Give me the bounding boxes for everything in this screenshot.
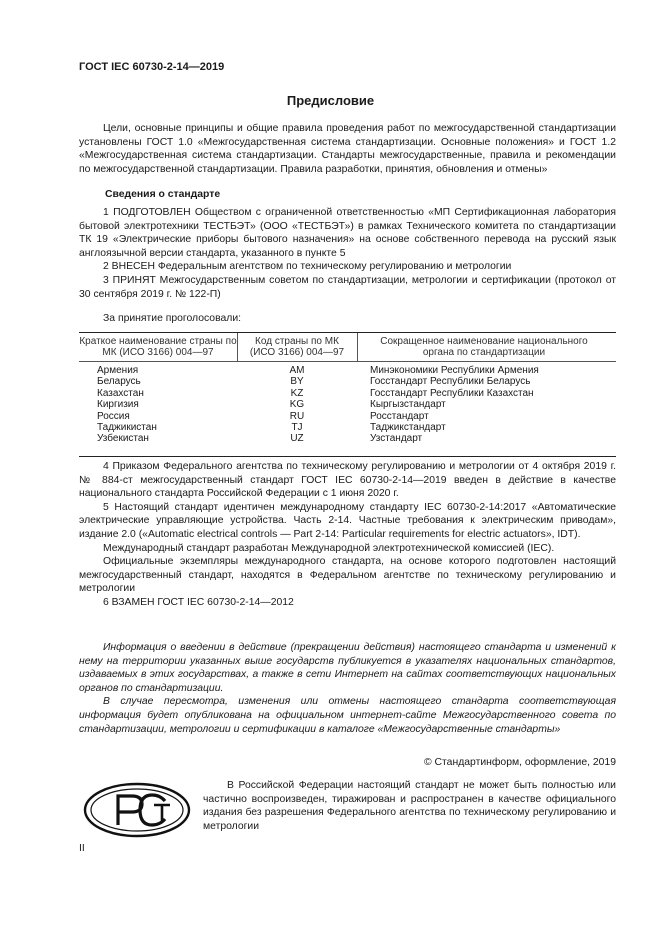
- item-5: 5 Настоящий стандарт идентичен международному стандарту IEC 60730-2-14:2017 «Автоматические электрические управляющие устройства. Часть 2-14. Частные требования к электрическим приводам», издание 2.0 («Automatic electrical controls — Part 2-14: Particular requirements for electric actuators», IDT).: [79, 501, 616, 540]
- table-countries: Армения Беларусь Казахстан Киргизия Россия Таджикистан Узбекистан: [97, 365, 157, 445]
- table-bodies: Минэкономики Республики Армения Госстандарт Республики Беларусь Госстандарт Республики Казахстан Кыргызстандарт Росстандарт Таджикстандарт Узстандарт: [370, 365, 539, 445]
- column-header-country: Краткое наименование страны по МК (ИСО 3166) 004—97: [79, 336, 237, 359]
- item-5-official: Официальные экземпляры международного стандарта, на основе которого подготовлен настоящий межгосударственный стандарт, находятся в Федеральном агентстве по техническому регулированию и метрологии: [79, 556, 616, 595]
- item-6: 6 ВЗАМЕН ГОСТ IEC 60730-2-14—2012: [103, 596, 294, 608]
- column-header-body: Сокращенное наименование национального органа по стандартизации: [380, 336, 588, 359]
- notice-revision: В случае пересмотра, изменения или отмены настоящего стандарта соответствующая информация будет опубликована на официальном интернет-сайте Межгосударственного совета по стандартизации, метрологии и сертификации в каталоге «Межгосударственные стандарты»: [79, 696, 616, 735]
- vote-label: За принятие проголосовали:: [103, 313, 242, 324]
- about-standard-heading: Сведения о стандарте: [105, 189, 221, 200]
- item-1: 1 ПОДГОТОВЛЕН Обществом с ограниченной ответственностью «МП Сертификационная лаборатория бытовой электротехники ТЕСТБЭТ» (ООО «ТЕСТБЭТ») в рамках Технического комитета по стандартизации ТК 19 «Электрические приборы бытового назначения» на основе собственного перевода на русский язык англоязычной версии стандарта, указанного в пункте 5: [79, 207, 616, 259]
- standard-info-block: [79, 206, 616, 301]
- copyright: © Стандартинформ, оформление, 2019: [423, 757, 616, 768]
- intro-paragraph: Цели, основные принципы и общие правила проведения работ по межгосударственной стандартизации установлены ГОСТ 1.0 «Межгосударственная система стандартизации. Основные положения» и ГОСТ 1.2 «Межгосударственная система стандартизации. Стандарты межгосударственные, правила и рекомендации по межгосударственной стандартизации. Правила разработки, принятия, обновления и отмены»: [79, 123, 616, 175]
- voting-table: [79, 332, 616, 457]
- item-3: 3 ПРИНЯТ Межгосударственным советом по стандартизации, метрологии и сертификации (протокол от 30 сентября 2019 г. № 122-П): [79, 274, 616, 300]
- item-2: 2 ВНЕСЕН Федеральным агентством по техническому регулированию и метрологии: [103, 261, 512, 273]
- table-codes: AM BY KZ KG RU TJ UZ: [289, 365, 305, 445]
- item-5-iec: Международный стандарт разработан Международной электротехнической комиссией (IEC).: [103, 542, 555, 554]
- standard-info-block-2: [79, 460, 616, 610]
- notice-block: [79, 641, 616, 736]
- document-code: ГОСТ IEC 60730-2-14—2019: [79, 61, 225, 73]
- column-header-code: Код страны по МК (ИСО 3166) 004—97: [249, 336, 345, 359]
- reproduction-notice: В Российской Федерации настоящий стандарт не может быть полностью или частично воспроизведен, тиражирован и распространен в качестве официального издания без разрешения Федерального агентства по техническому регулированию и метрологии: [203, 780, 616, 832]
- notice-introduction: Информация о введении в действие (прекращении действия) настоящего стандарта и изменений к нему на территории указанных выше государств публикуется в указателях национальных стандартов, издаваемых в этих государствах, а также в сети Интернет на сайтах соответствующих национальных органов по стандартизации.: [79, 642, 616, 694]
- page-title: Предисловие: [286, 93, 375, 108]
- page-number: II: [79, 843, 85, 854]
- rst-certification-logo: [82, 781, 192, 839]
- item-4: 4 Приказом Федерального агентства по техническому регулированию и метрологии от 4 октября 2019 г. № 884-ст межгосударственный стандарт ГОСТ IEC 60730-2-14—2019 введен в действие в качестве национального стандарта Российской Федерации с 1 июня 2020 г.: [79, 461, 616, 500]
